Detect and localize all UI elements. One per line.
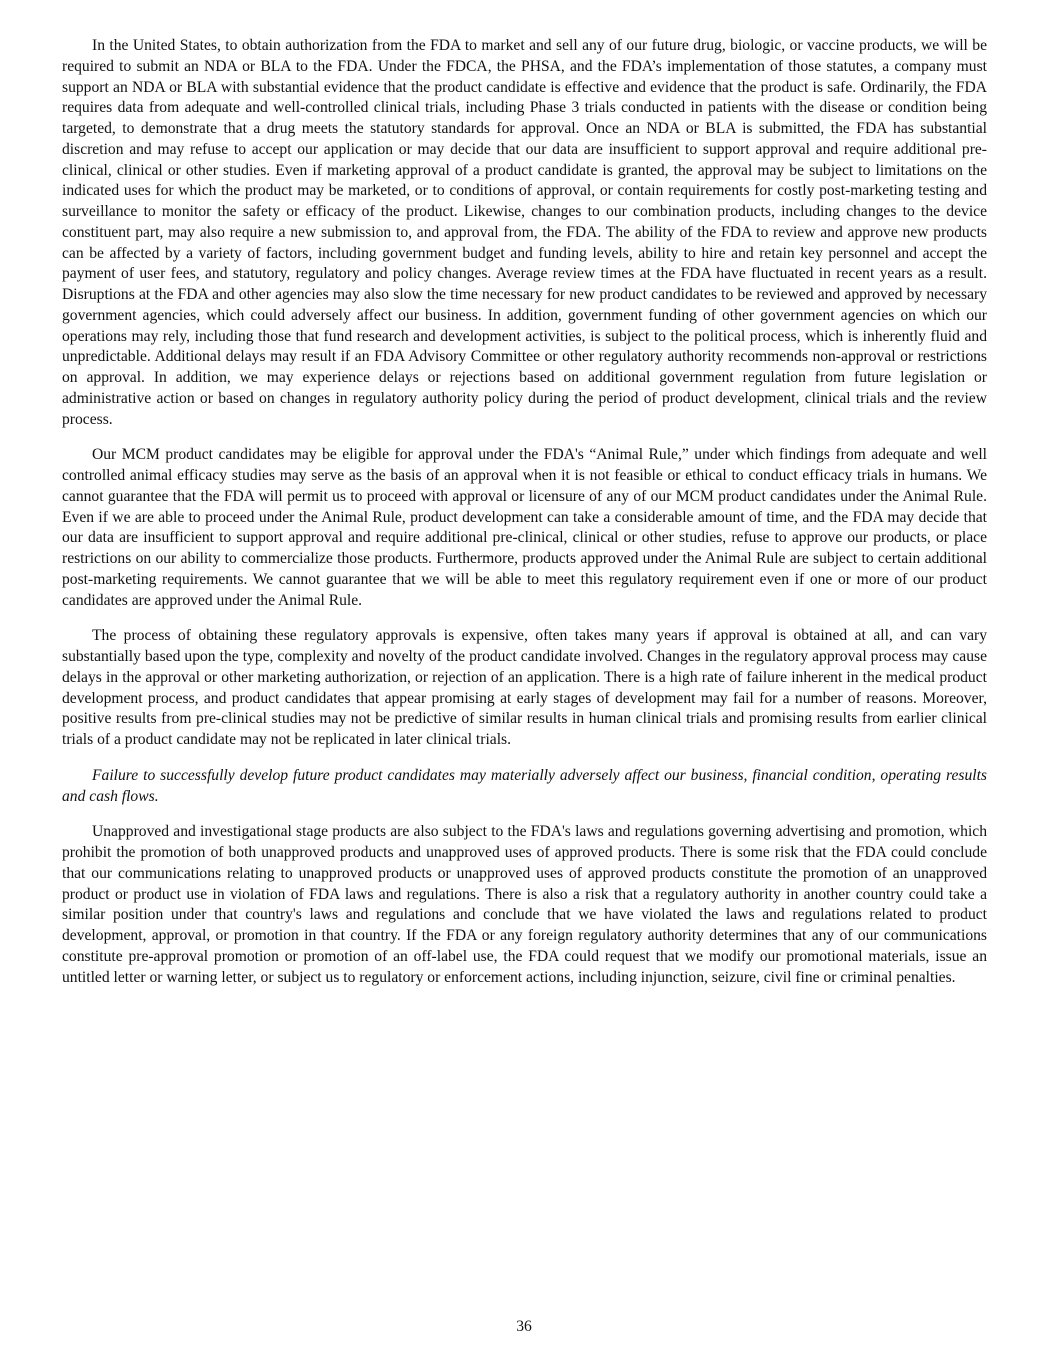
document-body bbox=[62, 36, 987, 1003]
paragraph-promotion-regulations: Unapproved and investigational stage products are also subject to the FDA's laws and regulations governing advertising and promotion, which prohibit the promotion of both unapproved products and unapproved uses of approved products. There is some risk that the FDA could conclude that our communications relating to unapproved products or unapproved uses of approved products constitute the promotion of an unapproved product or product use in violation of FDA laws and regulations. There is also a risk that a regulatory authority in another country could take a similar position under that country's laws and regulations and conclude that we have violated the laws and regulations related to product development, approval, or promotion in that country. If the FDA or any foreign regulatory authority determines that any of our communications constitute pre-approval promotion or promotion of an off-label use, the FDA could request that we modify our promotional materials, issue an untitled letter or warning letter, or subject us to regulatory or enforcement actions, including injunction, seizure, civil fine or criminal penalties. bbox=[62, 823, 987, 986]
paragraph-animal-rule: Our MCM product candidates may be eligible for approval under the FDA's “Animal Rule,” under which findings from adequate and well controlled animal efficacy studies may serve as the basis of an approval when it is not feasible or ethical to conduct efficacy trials in humans. We cannot guarantee that the FDA will permit us to proceed with approval or licensure of any of our MCM product candidates under the Animal Rule. Even if we are able to proceed under the Animal Rule, product development can take a considerable amount of time, and the FDA may decide that our data are insufficient to support approval and require additional pre-clinical, clinical or other studies, refuse to approve our products, or place restrictions on our ability to commercialize those products. Furthermore, products approved under the Animal Rule are subject to certain additional post-marketing requirements. We cannot guarantee that we will be able to meet this regulatory requirement even if one or more of our product candidates are approved under the Animal Rule. bbox=[62, 446, 987, 609]
paragraph-approval-process: The process of obtaining these regulatory approvals is expensive, often takes many years if approval is obtained at all, and can vary substantially based upon the type, complexity and novelty of the product candidate involved. Changes in the regulatory approval process may cause delays in the approval or other marketing authorization, or rejection of an application. There is a high rate of failure inherent in the medical product development process, and product candidates that appear promising at early stages of development may fail for a number of reasons. Moreover, positive results from pre-clinical studies may not be predictive of similar results in human clinical trials and promising results from earlier clinical trials of a product candidate may not be replicated in later clinical trials. bbox=[62, 627, 987, 748]
page-number: 36 bbox=[516, 1318, 532, 1335]
risk-factor-heading: Failure to successfully develop future product candidates may materially adversely affect our business, financial condition, operating results and cash flows. bbox=[62, 766, 987, 805]
paragraph-fda-authorization: In the United States, to obtain authorization from the FDA to market and sell any of our future drug, biologic, or vaccine products, we will be required to submit an NDA or BLA to the FDA. Under the FDCA, the PHSA, and the FDA’s implementation of those statutes, a company must support an NDA or BLA with substantial evidence that the product candidate is effective and evidence that the product is safe. Ordinarily, the FDA requires data from adequate and well-controlled clinical trials, including Phase 3 trials conducted in patients with the disease or condition being targeted, to demonstrate that a drug meets the statutory standards for approval. Once an NDA or BLA is submitted, the FDA has substantial discretion and may refuse to accept our application or may decide that our data are insufficient to support approval and require additional pre-clinical, clinical or other studies. Even if marketing approval of a product candidate is granted, the approval may be subject to limitations on the indicated uses for which the product may be marketed, or to conditions of approval, or contain requirements for costly post-marketing testing and surveillance to monitor the safety or efficacy of the product. Likewise, changes to our combination products, including changes to the device constituent part, may also require a new submission to, and approval from, the FDA. The ability of the FDA to review and approve new products can be affected by a variety of factors, including government budget and funding levels, ability to hire and retain key personnel and accept the payment of user fees, and statutory, regulatory and policy changes. Average review times at the FDA have fluctuated in recent years as a result. Disruptions at the FDA and other agencies may also slow the time necessary for new product candidates to be reviewed and approved by necessary government agencies, which could adversely affect our business. In addition, government funding of other government agencies on which our operations may rely, including those that fund research and development activities, is subject to the political process, which is inherently fluid and unpredictable. Additional delays may result if an FDA Advisory Committee or other regulatory authority recommends non-approval or restrictions on approval. In addition, we may experience delays or rejections based on additional government regulation from future legislation or administrative action or based on changes in regulatory authority policy during the period of product development, clinical trials and the review process. bbox=[62, 37, 987, 428]
